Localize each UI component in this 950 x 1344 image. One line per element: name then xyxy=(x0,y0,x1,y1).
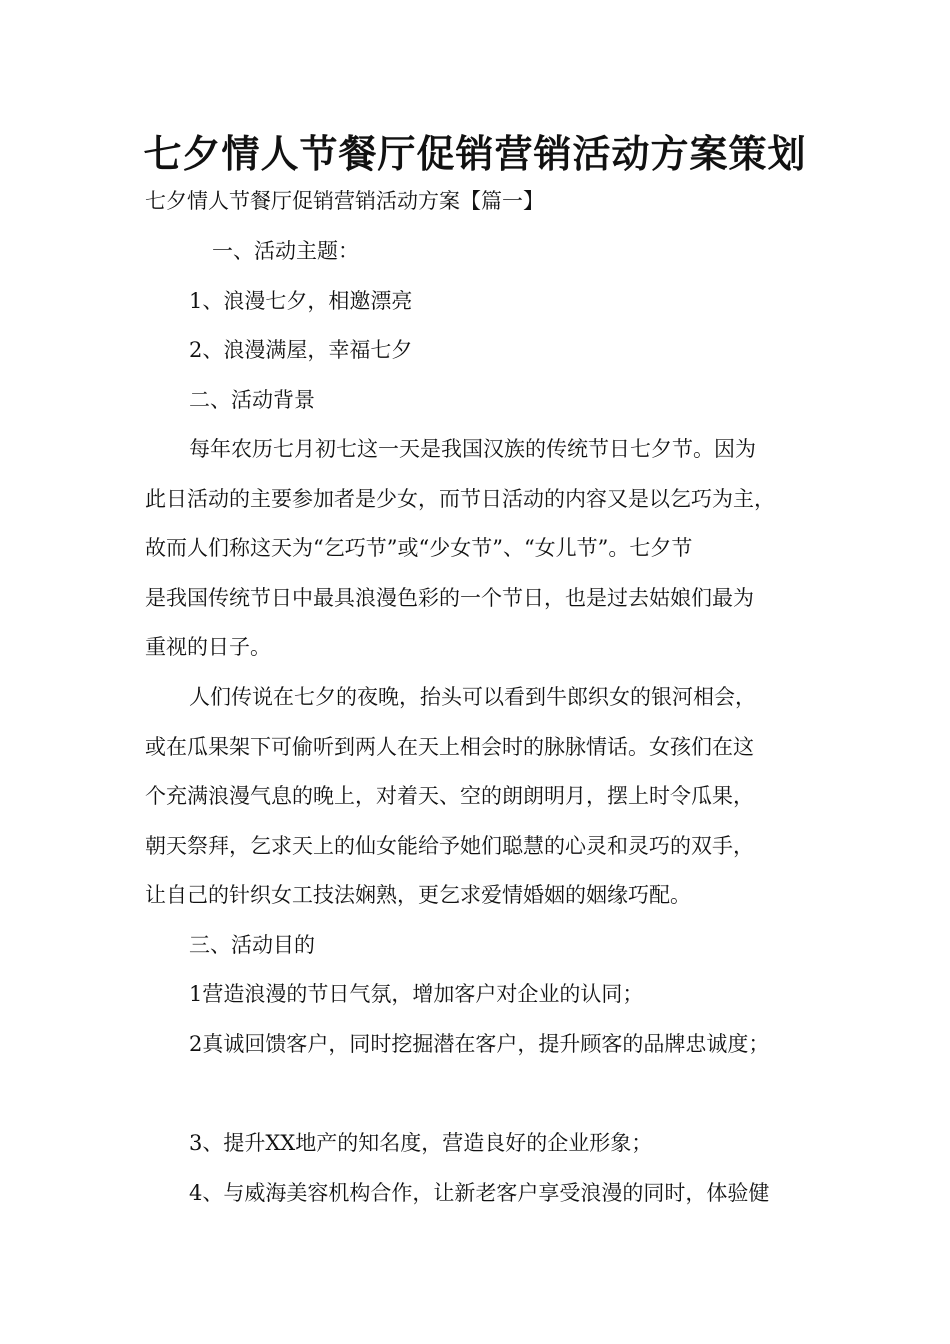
paragraph-line: 或在瓜果架下可偷听到两人在天上相会时的脉脉情话。女孩们在这 xyxy=(145,735,754,759)
paragraph-line: 2真诚回馈客户，同时挖掘潜在客户，提升顾客的品牌忠诚度； xyxy=(189,1032,770,1056)
paragraph-line: 朝天祭拜，乞求天上的仙女能给予她们聪慧的心灵和灵巧的双手， xyxy=(145,834,754,858)
section-heading-background: 二、活动背景 xyxy=(189,388,315,412)
section-heading-purpose: 三、活动目的 xyxy=(189,933,315,957)
paragraph-line: 每年农历七月初七这一天是我国汉族的传统节日七夕节。因为 xyxy=(189,437,756,461)
document-title: 七夕情人节餐厅促销营销活动方案策划 xyxy=(143,132,807,176)
paragraph-line: 让自己的针织女工技法娴熟，更乞求爱情婚姻的姻缘巧配。 xyxy=(145,883,691,907)
paragraph-line: 是我国传统节日中最具浪漫色彩的一个节日，也是过去姑娘们最为 xyxy=(145,586,754,610)
paragraph-line: 1、浪漫七夕，相邀漂亮 xyxy=(189,289,413,313)
section-heading-theme: 一、活动主题： xyxy=(212,239,359,263)
paragraph-line: 个充满浪漫气息的晚上，对着天、空的朗朗明月，摆上时令瓜果， xyxy=(145,784,754,808)
paragraph-line: 故而人们称这天为“乞巧节”或“少女节”、“女儿节”。七夕节 xyxy=(145,536,693,560)
paragraph-line: 3、提升XX地产的知名度，营造良好的企业形象； xyxy=(189,1131,653,1155)
paragraph-line: 1营造浪漫的节日气氛，增加客户对企业的认同； xyxy=(189,982,644,1006)
paragraph-line: 2、浪漫满屋，幸福七夕 xyxy=(189,338,413,362)
paragraph-line: 重视的日子。 xyxy=(145,635,271,659)
paragraph-line: 4、与威海美容机构合作，让新老客户享受浪漫的同时，体验健 xyxy=(189,1181,770,1205)
paragraph-line: 此日活动的主要参加者是少女，而节日活动的内容又是以乞巧为主， xyxy=(145,487,775,511)
paragraph-line: 人们传说在七夕的夜晚，抬头可以看到牛郎织女的银河相会， xyxy=(189,685,756,709)
document-subtitle: 七夕情人节餐厅促销营销活动方案【篇一】 xyxy=(145,189,544,213)
